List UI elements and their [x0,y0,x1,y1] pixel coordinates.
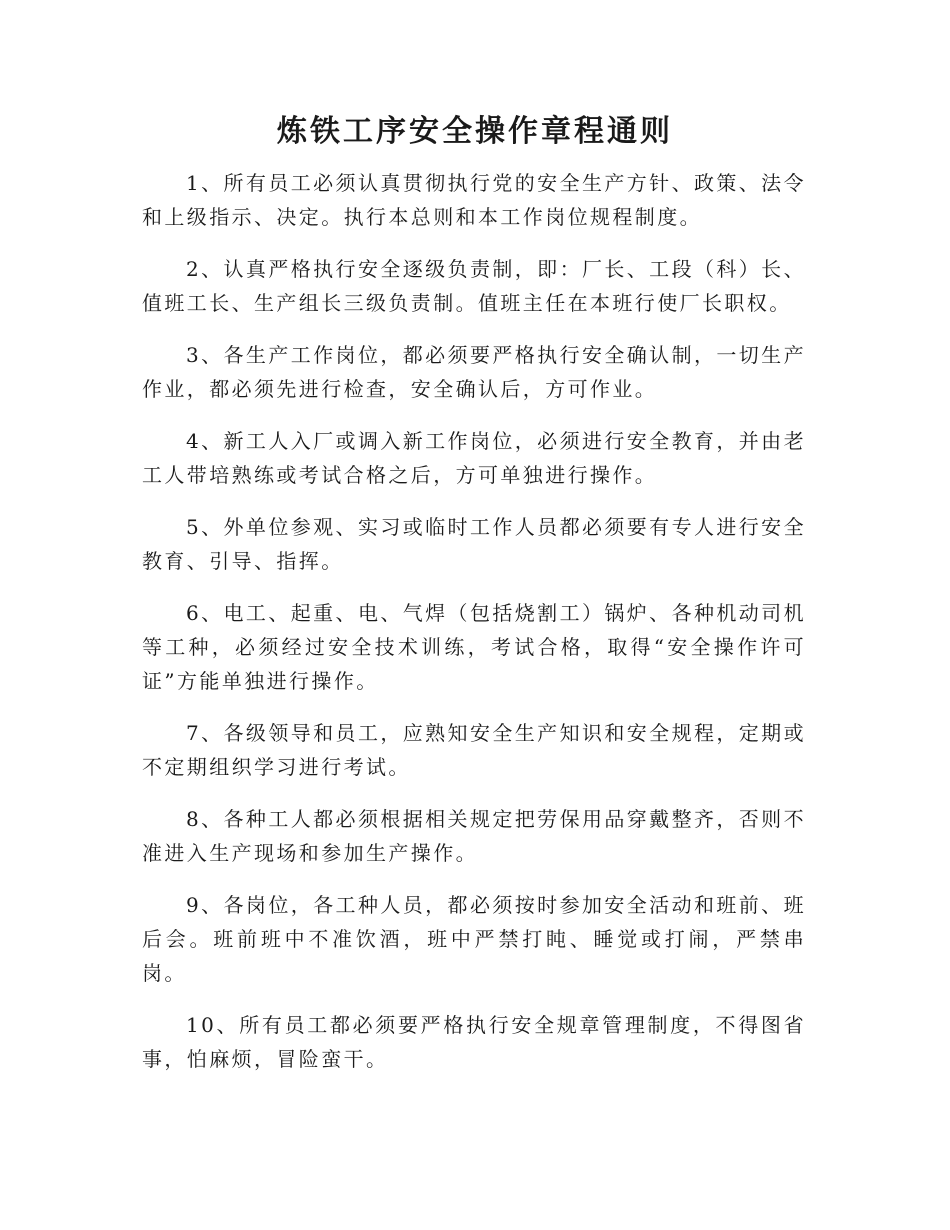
document-body [142,166,806,1094]
clause-8: 8、各种工人都必须根据相关规定把劳保用品穿戴整齐，否则不准进入生产现场和参加生产操作。 [142,807,806,865]
clause-10: 10、所有员工都必须要严格执行安全规章管理制度，不得图省事，怕麻烦，冒险蛮干。 [142,1013,806,1071]
clause-4: 4、新工人入厂或调入新工作岗位，必须进行安全教育，并由老工人带培熟练或考试合格之后，方可单独进行操作。 [142,429,806,487]
clause-7: 7、各级领导和员工，应熟知安全生产知识和安全规程，定期或不定期组织学习进行考试。 [142,721,806,779]
document-title: 炼铁工序安全操作章程通则 [277,114,673,149]
clause-3: 3、各生产工作岗位，都必须要严格执行安全确认制，一切生产作业，都必须先进行检查，安全确认后，方可作业。 [142,343,806,401]
clause-6: 6、电工、起重、电、气焊（包括烧割工）锅炉、各种机动司机等工种，必须经过安全技术训练，考试合格，取得“安全操作许可证”方能单独进行操作。 [142,601,806,693]
clause-9: 9、各岗位，各工种人员，都必须按时参加安全活动和班前、班后会。班前班中不准饮酒，班中严禁打盹、睡觉或打闹，严禁串岗。 [142,893,806,985]
clause-1: 1、所有员工必须认真贯彻执行党的安全生产方针、政策、法令和上级指示、决定。执行本总则和本工作岗位规程制度。 [142,171,806,229]
clause-2: 2、认真严格执行安全逐级负责制，即：厂长、工段（科）长、值班工长、生产组长三级负责制。值班主任在本班行使厂长职权。 [142,257,806,315]
clause-5: 5、外单位参观、实习或临时工作人员都必须要有专人进行安全教育、引导、指挥。 [142,515,806,573]
